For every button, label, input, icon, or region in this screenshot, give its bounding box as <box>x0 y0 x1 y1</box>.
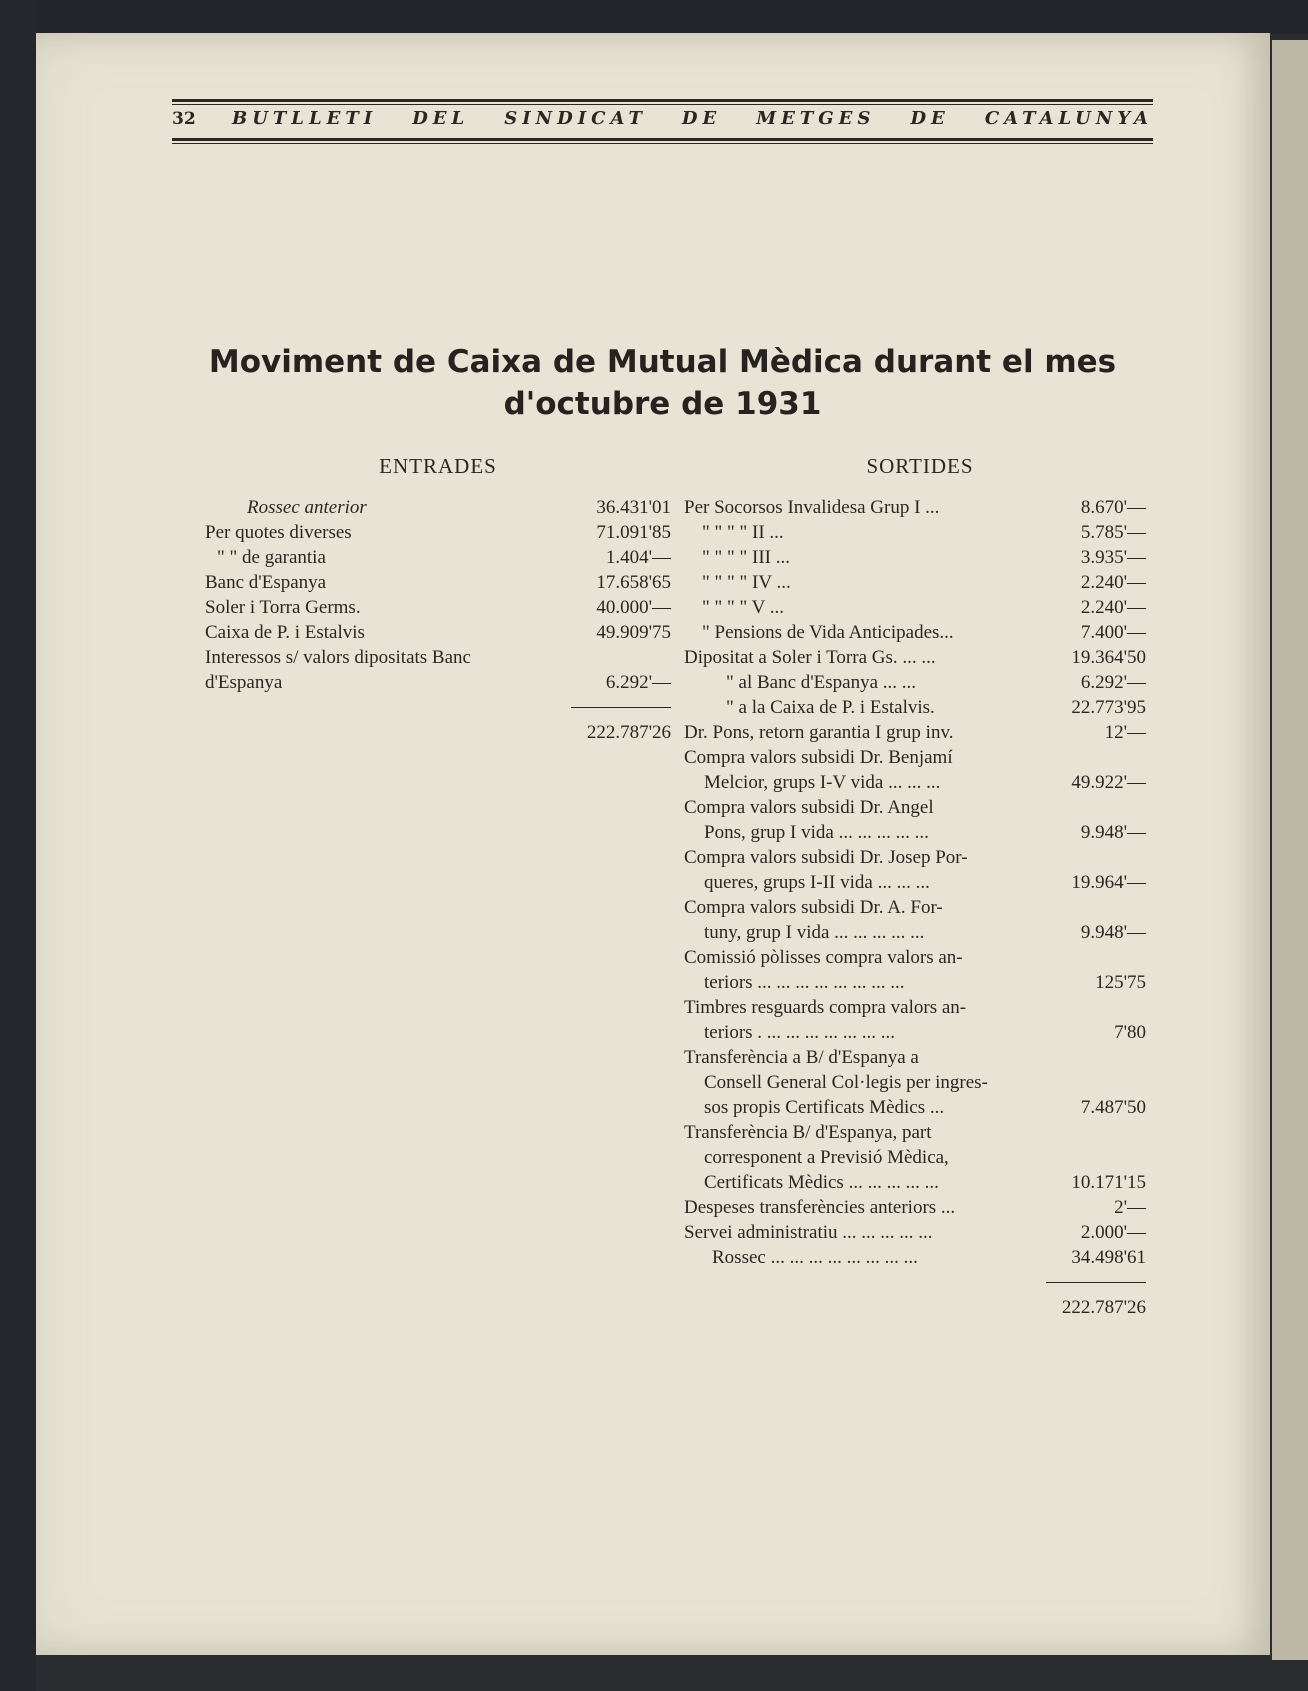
sortides-row <box>684 1120 1146 1145</box>
entry-label: Soler i Torra Germs. <box>205 597 361 618</box>
sortides-row <box>684 645 1146 670</box>
entry-label: Compra valors subsidi Dr. Angel <box>684 797 934 818</box>
entry-label: Despeses transferències anteriors ... <box>684 1197 956 1218</box>
entry-label: " " " " III ... <box>702 547 791 568</box>
sortides-row <box>684 570 1146 595</box>
entry-amount: 12'— <box>1104 722 1146 743</box>
entry-label: tuny, grup I vida ... ... ... ... ... <box>704 922 925 943</box>
sortides-row <box>684 1020 1146 1045</box>
entry-amount: 19.364'50 <box>1071 647 1146 668</box>
sortides-total-row <box>684 1295 1146 1320</box>
entry-label: Timbres resguards compra valors an- <box>684 997 967 1018</box>
sortides-row <box>684 820 1146 845</box>
entry-label: Dr. Pons, retorn garantia I grup inv. <box>684 722 954 743</box>
entry-label: " " " " V ... <box>702 597 785 618</box>
sortides-row <box>684 795 1146 820</box>
entrades-row <box>205 570 671 595</box>
entry-amount: 8.670'— <box>1080 497 1146 518</box>
entry-label: " Pensions de Vida Anticipades... <box>702 622 954 643</box>
entry-label: Per quotes diverses <box>205 522 352 543</box>
entry-label: Melcior, grups I-V vida ... ... ... <box>704 772 941 793</box>
sortides-row <box>684 670 1146 695</box>
entry-label: " " de garantia <box>217 547 326 568</box>
entry-amount: 22.773'95 <box>1071 697 1146 718</box>
header-rule-top <box>172 99 1153 102</box>
entrades-row <box>205 495 671 520</box>
sortides-list <box>684 495 1146 1320</box>
entry-amount: 2'— <box>1114 1197 1146 1218</box>
entry-amount: 6.292'— <box>605 672 671 693</box>
entry-amount: 2.000'— <box>1080 1222 1146 1243</box>
sortides-row <box>684 545 1146 570</box>
adjacent-page-edge <box>1272 40 1308 1660</box>
entrades-list <box>205 495 671 745</box>
entrades-row <box>205 620 671 645</box>
entry-amount: 125'75 <box>1095 972 1146 993</box>
sortides-row <box>684 595 1146 620</box>
entry-label: d'Espanya <box>205 672 283 693</box>
entry-label: Per Socorsos Invalidesa Grup I ... <box>684 497 940 518</box>
entry-label: Consell General Col·legis per ingres- <box>704 1072 988 1093</box>
sortides-row <box>684 720 1146 745</box>
scan-background-left <box>0 0 36 1691</box>
entry-label: sos propis Certificats Mèdics ... <box>704 1097 945 1118</box>
entry-amount: 7.400'— <box>1080 622 1146 643</box>
header-row <box>172 108 1153 138</box>
entry-amount: 36.431'01 <box>596 497 671 518</box>
sortides-row <box>684 970 1146 995</box>
article-title-line-2: d'octubre de 1931 <box>503 386 822 422</box>
entry-label: Transferència B/ d'Espanya, part <box>684 1122 932 1143</box>
journal-title: BUTLLETI DEL SINDICAT DE METGES DE CATALUNYA <box>232 108 1153 129</box>
sortides-row <box>684 870 1146 895</box>
entry-label: Certificats Mèdics ... ... ... ... ... <box>704 1172 939 1193</box>
entry-amount: 40.000'— <box>596 597 671 618</box>
entry-amount: 71.091'85 <box>596 522 671 543</box>
sortides-row <box>684 945 1146 970</box>
entry-amount: 2.240'— <box>1080 572 1146 593</box>
entry-amount: 49.922'— <box>1071 772 1146 793</box>
entry-label: " " " " IV ... <box>702 572 791 593</box>
sortides-row <box>684 995 1146 1020</box>
entry-label: " " " " II ... <box>702 522 784 543</box>
sortides-row <box>684 845 1146 870</box>
page-number: 32 <box>172 109 196 129</box>
entry-label: teriors . ... ... ... ... ... ... ... <box>704 1022 896 1043</box>
entry-label: Banc d'Espanya <box>205 572 327 593</box>
sortides-row <box>684 1145 1146 1170</box>
entrades-row <box>205 645 671 670</box>
sortides-row <box>684 745 1146 770</box>
entry-label: Interessos s/ valors dipositats Banc <box>205 647 471 668</box>
page-header <box>172 99 1153 144</box>
entry-amount: 17.658'65 <box>596 572 671 593</box>
entrades-row <box>205 545 671 570</box>
sortides-row <box>684 1170 1146 1195</box>
entrades-row <box>205 520 671 545</box>
entry-label: " al Banc d'Espanya ... ... <box>726 672 917 693</box>
entry-amount: 49.909'75 <box>596 622 671 643</box>
sortides-row <box>684 1070 1146 1095</box>
sortides-row <box>684 495 1146 520</box>
header-rule-top-thin <box>172 104 1153 105</box>
header-rule-bottom <box>172 138 1153 141</box>
entry-amount: 7.487'50 <box>1080 1097 1146 1118</box>
sortides-row <box>684 770 1146 795</box>
entry-label: Caixa de P. i Estalvis <box>205 622 365 643</box>
entry-label: " a la Caixa de P. i Estalvis. <box>726 697 935 718</box>
entry-amount: 6.292'— <box>1080 672 1146 693</box>
sortides-row <box>684 1245 1146 1270</box>
sortides-row <box>684 895 1146 920</box>
entrades-total: 222.787'26 <box>586 722 671 743</box>
entry-amount: 5.785'— <box>1080 522 1146 543</box>
entry-label: queres, grups I-II vida ... ... ... <box>704 872 930 893</box>
entrades-heading: ENTRADES <box>379 454 497 478</box>
entry-label: Servei administratiu ... ... ... ... ... <box>684 1222 933 1243</box>
sortides-row <box>684 1195 1146 1220</box>
entry-label: corresponent a Previsió Mèdica, <box>704 1147 949 1168</box>
entry-label: Compra valors subsidi Dr. Benjamí <box>684 747 953 768</box>
entry-amount: 9.948'— <box>1080 922 1146 943</box>
entry-label: Dipositat a Soler i Torra Gs. ... ... <box>684 647 936 668</box>
sortides-row <box>684 695 1146 720</box>
header-rule-bottom-thin <box>172 143 1153 144</box>
entry-label: Compra valors subsidi Dr. Josep Por- <box>684 847 968 868</box>
entry-amount: 3.935'— <box>1080 547 1146 568</box>
entrades-sum-rule <box>571 707 671 708</box>
entry-amount: 34.498'61 <box>1071 1247 1146 1268</box>
entry-label: Rossec anterior <box>247 497 367 518</box>
sortides-total: 222.787'26 <box>1061 1297 1146 1318</box>
entry-amount: 2.240'— <box>1080 597 1146 618</box>
entry-label: Transferència a B/ d'Espanya a <box>684 1047 919 1068</box>
sortides-row <box>684 920 1146 945</box>
entry-amount: 7'80 <box>1114 1022 1146 1043</box>
article-title <box>172 341 1153 425</box>
entry-amount: 10.171'15 <box>1071 1172 1146 1193</box>
article-title-line-1: Moviment de Caixa de Mutual Mèdica durant el mes <box>208 344 1117 380</box>
entry-label: Pons, grup I vida ... ... ... ... ... <box>704 822 929 843</box>
sortides-sum-rule <box>1046 1282 1146 1283</box>
sortides-row <box>684 520 1146 545</box>
sortides-row <box>684 1045 1146 1070</box>
entry-amount: 19.964'— <box>1071 872 1146 893</box>
entry-amount: 1.404'— <box>605 547 671 568</box>
entrades-row <box>205 670 671 695</box>
entrades-row <box>205 595 671 620</box>
entry-amount: 9.948'— <box>1080 822 1146 843</box>
sortides-row <box>684 620 1146 645</box>
sortides-row <box>684 1220 1146 1245</box>
sortides-row <box>684 1095 1146 1120</box>
sortides-heading: SORTIDES <box>866 454 974 478</box>
entry-label: Compra valors subsidi Dr. A. For- <box>684 897 943 918</box>
entrades-total-row <box>205 720 671 745</box>
entry-label: Rossec ... ... ... ... ... ... ... ... <box>712 1247 918 1268</box>
scan-background-top <box>0 0 1308 34</box>
entry-label: teriors ... ... ... ... ... ... ... ... <box>704 972 905 993</box>
entry-label: Comissió pòlisses compra valors an- <box>684 947 963 968</box>
